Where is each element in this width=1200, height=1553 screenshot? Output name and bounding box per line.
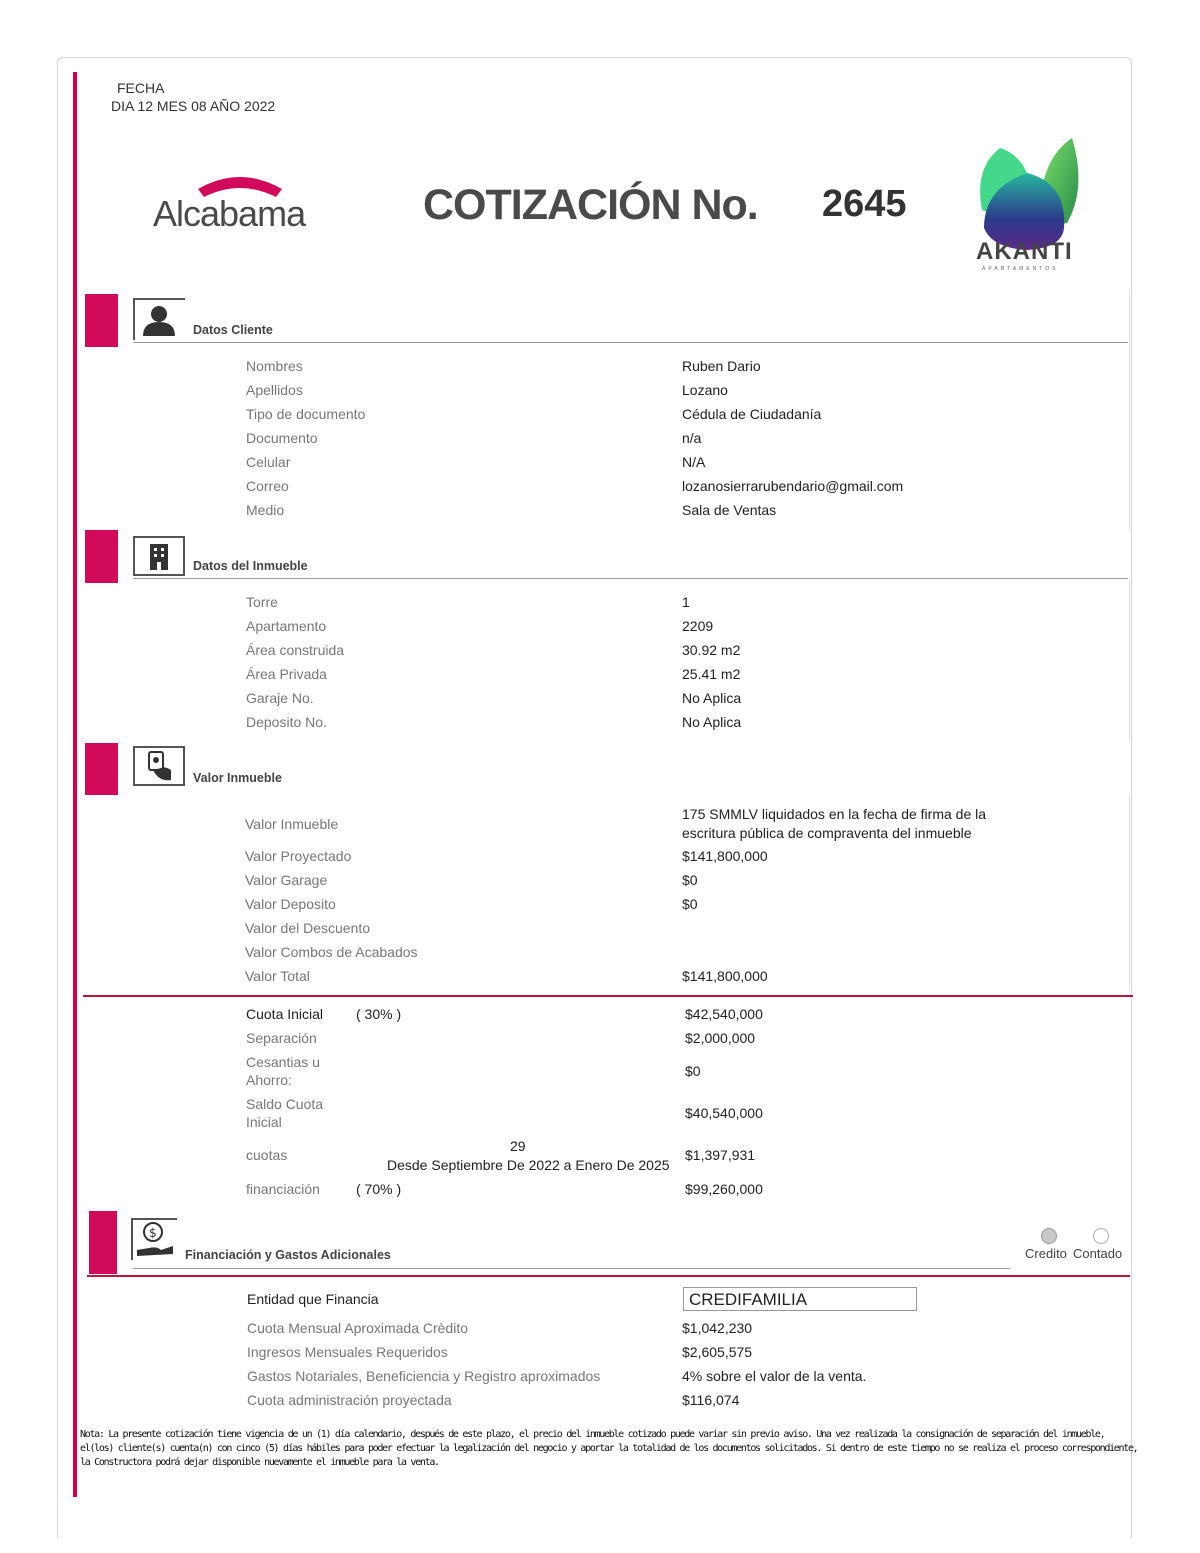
contado-radio[interactable] <box>1093 1228 1109 1244</box>
section-marker <box>89 1211 117 1274</box>
section-divider <box>133 578 1128 579</box>
saldo-cuota-value: $40,540,000 <box>685 1105 763 1121</box>
section-title-datos-inmueble: Datos del Inmueble <box>193 559 308 573</box>
entidad-label: Entidad que Financia <box>247 1291 379 1307</box>
row-label: Área Privada <box>246 666 327 682</box>
row-label: Deposito No. <box>246 714 327 730</box>
valor-inmueble-line-2: escritura pública de compraventa del inmueble <box>682 825 972 841</box>
cuota-inicial-label: Cuota Inicial <box>246 1006 324 1022</box>
row-label: Cuota administración proyectada <box>247 1392 452 1408</box>
row-label: Torre <box>246 594 278 610</box>
row-value: $2,605,575 <box>682 1344 753 1360</box>
right-divider <box>1129 795 1130 990</box>
row-value: No Aplica <box>682 690 742 706</box>
row-label: Valor del Descuento <box>245 920 371 936</box>
credito-radio-label: Credito <box>1025 1246 1067 1261</box>
akanti-logo-subtext: APARTAMENTOS <box>982 266 1059 272</box>
section-marker <box>85 530 118 583</box>
red-divider <box>83 995 1133 997</box>
document-frame <box>57 57 1132 1538</box>
saldo-cuota-label-2: Inicial <box>246 1114 282 1130</box>
row-label: Valor Garage <box>245 872 328 888</box>
nota-legal: Nota: La presente cotización tiene vigencia de un (1) día calendario, después de este plazo, el precio del inmueble cotizado puede variar sin previo aviso. Una vez realizada la consignación de separación del inmueble, el(los) cliente(s) cuenta(n) con cinco (5) días hábiles para poder efectuar la legalización del negocio y aportar la totalidad de los documentos solicitados. Si dentro de este tiempo no se realiza el proceso correspondiente, la Constructora podrá dejar disponible nuevamente el inmueble para la venta. <box>80 1429 1138 1468</box>
row-value: $1,042,230 <box>682 1320 753 1336</box>
row-label: Apartamento <box>246 618 327 634</box>
akanti-logo-text: AKANTI <box>976 238 1073 265</box>
building-icon <box>133 536 185 576</box>
right-divider <box>1129 290 1130 530</box>
row-label: Valor Combos de Acabados <box>245 944 418 960</box>
financiacion-label: financiación <box>246 1181 320 1197</box>
row-value: 2209 <box>682 618 714 634</box>
row-label: Valor Proyectado <box>245 848 352 864</box>
saldo-cuota-label: Saldo Cuota <box>246 1096 324 1112</box>
row-value: No Aplica <box>682 714 742 730</box>
row-label: Garaje No. <box>246 690 314 706</box>
row-label: Apellidos <box>246 382 303 398</box>
separacion-value: $2,000,000 <box>685 1030 756 1046</box>
cuotas-periodo: Desde Septiembre De 2022 a Enero De 2025 <box>387 1157 670 1173</box>
row-value: $0 <box>682 872 698 888</box>
row-value: Sala de Ventas <box>682 502 777 518</box>
cesantias-label: Cesantias u <box>246 1054 320 1070</box>
valor-inmueble-label: Valor Inmueble <box>245 816 339 832</box>
row-label: Valor Total <box>245 968 310 984</box>
row-value: $141,800,000 <box>682 968 768 984</box>
row-value: Lozano <box>682 382 728 398</box>
cesantias-value: $0 <box>685 1063 701 1079</box>
row-value: N/A <box>682 454 706 470</box>
cuotas-count: 29 <box>510 1138 526 1154</box>
financiacion-value: $99,260,000 <box>685 1181 763 1197</box>
red-divider <box>87 1275 1130 1277</box>
row-value: $141,800,000 <box>682 848 768 864</box>
row-value: 1 <box>682 594 690 610</box>
fecha-label: FECHA <box>117 80 165 96</box>
separacion-label: Separación <box>246 1030 317 1046</box>
row-value: 4% sobre el valor de la venta. <box>682 1368 867 1384</box>
person-icon <box>133 298 185 340</box>
row-label: Tipo de documento <box>246 406 366 422</box>
row-value: $0 <box>682 896 698 912</box>
section-title-valor-inmueble: Valor Inmueble <box>193 771 282 785</box>
section-divider <box>133 1268 1010 1269</box>
row-value: Cédula de Ciudadanía <box>682 406 822 422</box>
row-label: Área construida <box>246 642 345 658</box>
row-label: Celular <box>246 454 291 470</box>
section-title-financiacion: Financiación y Gastos Adicionales <box>185 1248 391 1262</box>
cotizacion-number: 2645 <box>822 183 907 225</box>
credito-radio[interactable] <box>1041 1228 1057 1244</box>
row-label: Medio <box>246 502 285 518</box>
left-accent-bar <box>73 72 77 1497</box>
row-value: 30.92 m2 <box>682 642 741 658</box>
row-label: Gastos Notariales, Beneficiencia y Registro aproximados <box>247 1368 601 1384</box>
entidad-field[interactable]: CREDIFAMILIA <box>683 1287 917 1311</box>
svg-text:$: $ <box>149 1226 157 1240</box>
fecha-value: DIA 12 MES 08 AÑO 2022 <box>111 98 276 114</box>
cuotas-label: cuotas <box>246 1147 288 1163</box>
row-value: n/a <box>682 430 702 446</box>
row-value: $116,074 <box>682 1392 740 1408</box>
cesantias-label-2: Ahorro: <box>246 1072 292 1088</box>
row-label: Nombres <box>246 358 303 374</box>
section-title-datos-cliente: Datos Cliente <box>193 323 273 337</box>
row-value: lozanosierrarubendario@gmail.com <box>682 478 904 494</box>
akanti-logo <box>972 128 1090 278</box>
row-value: Ruben Dario <box>682 358 761 374</box>
row-label: Documento <box>246 430 318 446</box>
cotizacion-title: COTIZACIÓN No. <box>423 181 758 229</box>
cuota-inicial-value: $42,540,000 <box>685 1006 763 1022</box>
section-marker <box>85 743 118 795</box>
row-label: Ingresos Mensuales Requeridos <box>247 1344 448 1360</box>
row-value: 25.41 m2 <box>682 666 741 682</box>
section-marker <box>85 294 118 347</box>
row-label: Cuota Mensual Aproximada Crèdito <box>247 1320 469 1336</box>
row-label: Valor Deposito <box>245 896 336 912</box>
cuotas-value: $1,397,931 <box>685 1147 756 1163</box>
hand-money-icon <box>133 746 185 786</box>
valor-inmueble-line-1: 175 SMMLV liquidados en la fecha de firma de la <box>682 806 987 822</box>
cuota-inicial-pct: ( 30% ) <box>356 1006 402 1022</box>
section-divider <box>133 342 1128 343</box>
right-divider <box>1129 580 1130 740</box>
financiacion-pct: ( 70% ) <box>356 1181 402 1197</box>
hand-dollar-icon <box>131 1218 177 1260</box>
contado-radio-label: Contado <box>1073 1246 1123 1261</box>
alcabama-brand-text: Alcabama <box>153 193 306 234</box>
row-label: Correo <box>246 478 289 494</box>
